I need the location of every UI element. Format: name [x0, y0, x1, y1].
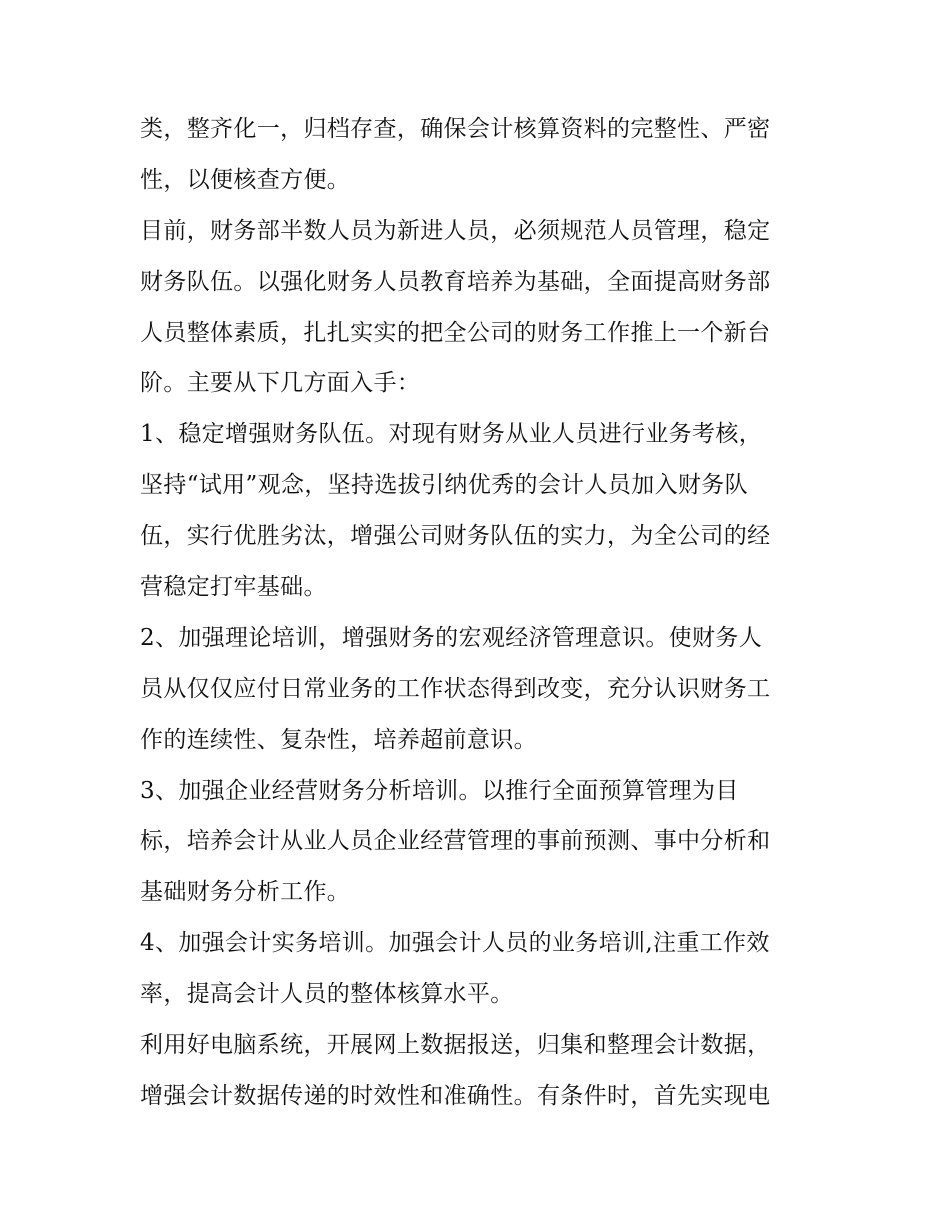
text-line: 3、加强企业经营财务分析培训。以推行全面预算管理为目: [140, 777, 739, 804]
document-body: [140, 104, 820, 1122]
text-line: 作的连续性、复杂性，培养超前意识。: [140, 726, 537, 753]
text-line: 人员整体素质，扎扎实实的把全公司的财务工作推上一个新台: [140, 319, 771, 346]
text-line: 员从仅仅应付日常业务的工作状态得到改变，充分认识财务工: [140, 675, 771, 702]
text-line: 目前，财务部半数人员为新进人员，必须规范人员管理，稳定: [140, 217, 771, 244]
text-line: 2、加强理论培训，增强财务的宏观经济管理意识。使财务人: [140, 624, 763, 651]
text-line: 性，以便核查方便。: [140, 166, 351, 193]
text-line: 利用好电脑系统，开展网上数据报送，归集和整理会计数据，: [140, 1032, 771, 1059]
text-line: 率，提高会计人员的整体核算水平。: [140, 981, 514, 1008]
text-line: 标，培养会计从业人员企业经营管理的事前预测、事中分析和: [140, 828, 771, 855]
text-line: 坚持“试用”观念，坚持选拔引纳优秀的会计人员加入财务队: [140, 472, 748, 499]
text-line: 类，整齐化一，归档存查，确保会计核算资料的完整性、严密: [140, 116, 771, 142]
text-line: 1、稳定增强财务队伍。对现有财务从业人员进行业务考核，: [140, 421, 763, 448]
text-line: 阶。主要从下几方面入手：: [140, 370, 421, 397]
text-line: 营稳定打牢基础。: [140, 574, 327, 601]
text-line: 伍，实行优胜劣汰，增强公司财务队伍的实力，为全公司的经: [140, 523, 771, 550]
text-line: 财务队伍。以强化财务人员教育培养为基础，全面提高财务部: [140, 268, 771, 295]
text-line: 基础财务分析工作。: [140, 879, 351, 906]
text-line: 增强会计数据传递的时效性和准确性。有条件时，首先实现电: [140, 1082, 771, 1109]
text-line: 4、加强会计实务培训。加强会计人员的业务培训,注重工作效: [140, 930, 770, 957]
